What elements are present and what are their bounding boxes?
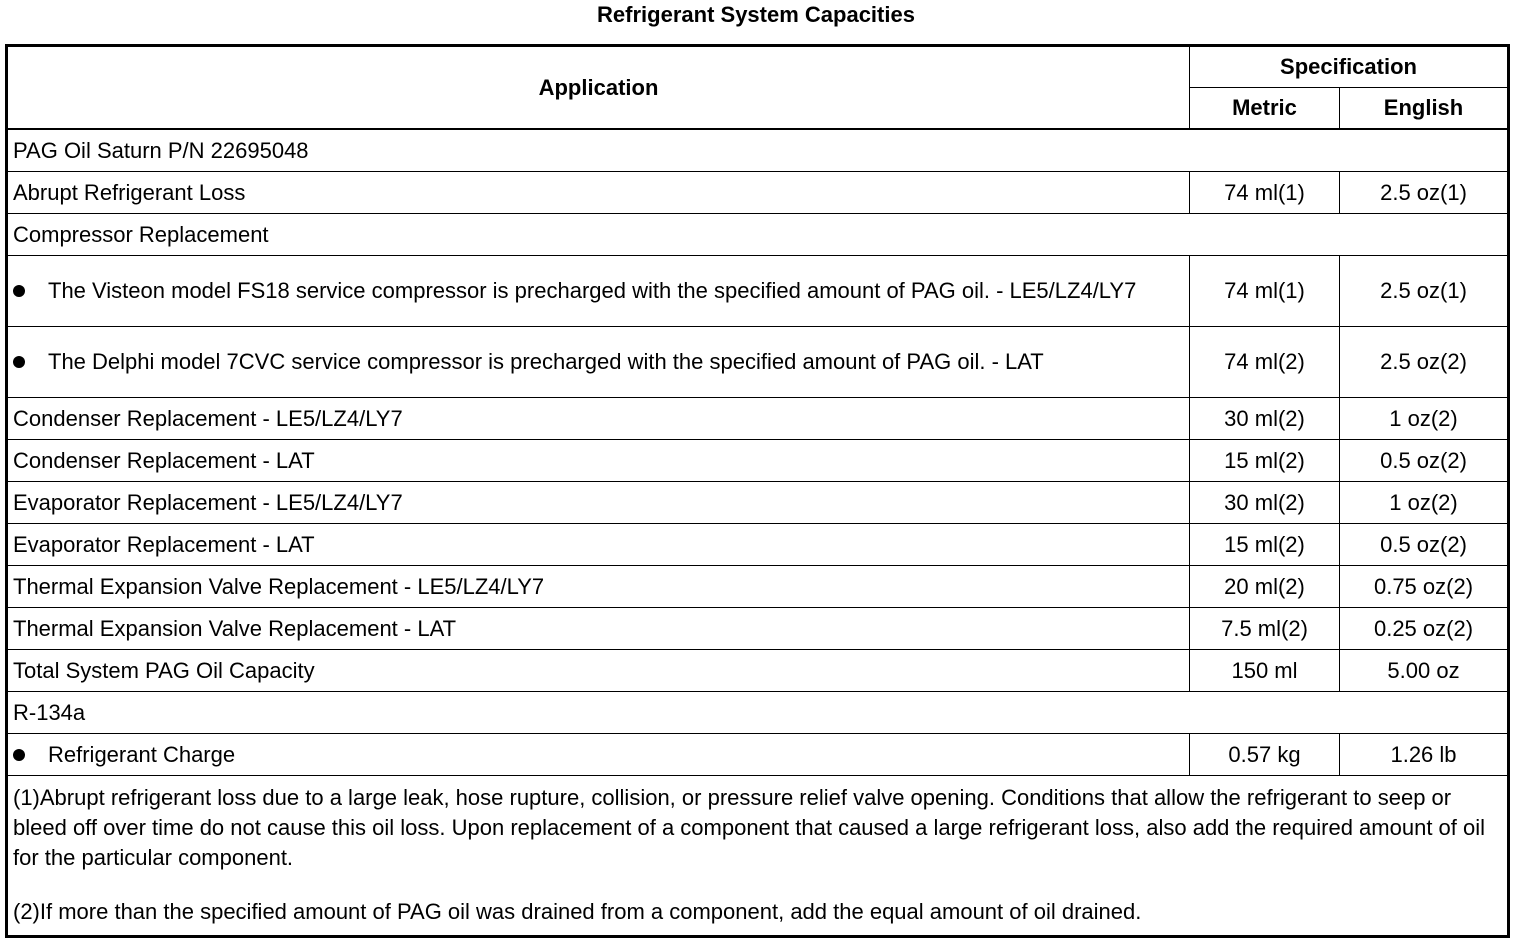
capacities-table [5,44,1510,938]
table-row [7,566,1509,608]
section-heading: Compressor Replacement [7,214,1509,256]
english-cell: 2.5 oz(1) [1340,172,1509,214]
table-row [7,398,1509,440]
application-cell [7,734,1190,776]
header-metric: Metric [1190,88,1340,130]
english-cell: 1 oz(2) [1340,398,1509,440]
bullet-icon [13,749,25,761]
english-cell: 2.5 oz(1) [1340,256,1509,327]
application-cell: Evaporator Replacement - LE5/LZ4/LY7 [7,482,1190,524]
section-heading: R-134a [7,692,1509,734]
english-cell: 0.75 oz(2) [1340,566,1509,608]
footnotes-cell [7,776,1509,937]
metric-cell: 74 ml(1) [1190,256,1340,327]
table-row [7,482,1509,524]
table-row [7,608,1509,650]
metric-cell: 20 ml(2) [1190,566,1340,608]
metric-cell: 150 ml [1190,650,1340,692]
table-row [7,327,1509,398]
english-cell: 1.26 lb [1340,734,1509,776]
header-row [7,46,1509,88]
metric-cell: 15 ml(2) [1190,524,1340,566]
table-row [7,129,1509,172]
header-specification: Specification [1190,46,1509,88]
application-cell: Thermal Expansion Valve Replacement - LE5/LZ4/LY7 [7,566,1190,608]
metric-cell: 74 ml(2) [1190,327,1340,398]
metric-cell: 7.5 ml(2) [1190,608,1340,650]
table-row [7,256,1509,327]
english-cell: 0.5 oz(2) [1340,440,1509,482]
table-row [7,440,1509,482]
application-cell: Abrupt Refrigerant Loss [7,172,1190,214]
header-application: Application [7,46,1190,130]
application-cell: Evaporator Replacement - LAT [7,524,1190,566]
table-row [7,524,1509,566]
table-row [7,692,1509,734]
footnotes-row [7,776,1509,937]
english-cell: 5.00 oz [1340,650,1509,692]
metric-cell: 30 ml(2) [1190,482,1340,524]
metric-cell: 74 ml(1) [1190,172,1340,214]
application-cell: Condenser Replacement - LAT [7,440,1190,482]
table-row [7,734,1509,776]
bullet-icon [13,285,25,297]
application-cell: Total System PAG Oil Capacity [7,650,1190,692]
table-title: Refrigerant System Capacities [597,2,915,27]
application-cell: Condenser Replacement - LE5/LZ4/LY7 [7,398,1190,440]
table-row [7,214,1509,256]
bullet-text: The Delphi model 7CVC service compressor is precharged with the specified amount of PAG oil. - LAT [48,349,1044,374]
header-english: English [1340,88,1509,130]
application-cell [7,256,1190,327]
bullet-text: The Visteon model FS18 service compressor is precharged with the specified amount of PAG oil. - LE5/LZ4/LY7 [48,278,1137,303]
metric-cell: 15 ml(2) [1190,440,1340,482]
english-cell: 0.5 oz(2) [1340,524,1509,566]
metric-cell: 30 ml(2) [1190,398,1340,440]
english-cell: 0.25 oz(2) [1340,608,1509,650]
english-cell: 2.5 oz(2) [1340,327,1509,398]
footnote-1: (1)Abrupt refrigerant loss due to a large leak, hose rupture, collision, or pressure relief valve opening. Conditions that allow the refrigerant to seep or bleed off over time do not cause this oil loss. Upon replacement of a component that caused a large refrigerant loss, also add the required amount of oil for the particular component. [13,785,1486,870]
bullet-text: Refrigerant Charge [48,741,236,767]
section-heading: PAG Oil Saturn P/N 22695048 [7,129,1509,172]
english-cell: 1 oz(2) [1340,482,1509,524]
application-cell [7,327,1190,398]
metric-cell: 0.57 kg [1190,734,1340,776]
bullet-icon [13,356,25,368]
footnote-2: (2)If more than the specified amount of PAG oil was drained from a component, add the equal amount of oil drained. [13,899,1142,924]
table-row [7,172,1509,214]
application-cell: Thermal Expansion Valve Replacement - LAT [7,608,1190,650]
table-row [7,650,1509,692]
